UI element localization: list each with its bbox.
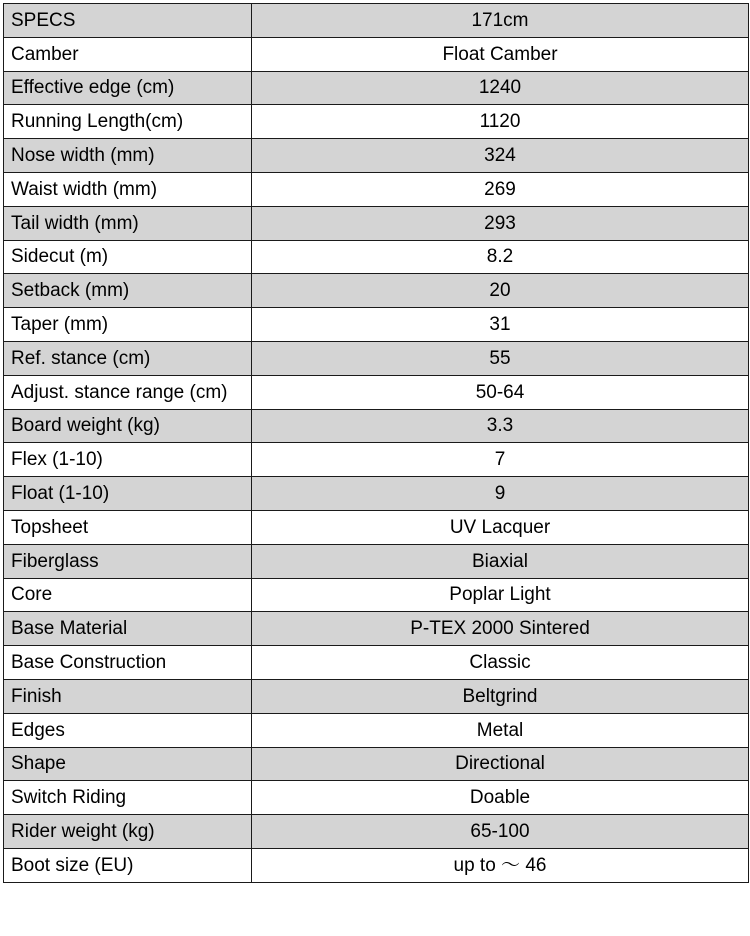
table-row [4, 341, 749, 375]
spec-value-cell: Poplar Light [252, 578, 749, 612]
spec-label-cell: Edges [4, 713, 252, 747]
spec-label-cell: Nose width (mm) [4, 139, 252, 173]
spec-value-cell: 324 [252, 139, 749, 173]
table-row [4, 510, 749, 544]
spec-label-cell: Shape [4, 747, 252, 781]
spec-value-cell: 20 [252, 274, 749, 308]
spec-value-cell: 1120 [252, 105, 749, 139]
spec-label-cell: Boot size (EU) [4, 848, 252, 882]
spec-value-cell: Doable [252, 781, 749, 815]
table-row [4, 4, 749, 38]
spec-label-cell: Base Material [4, 612, 252, 646]
spec-label-cell: Switch Riding [4, 781, 252, 815]
table-row [4, 172, 749, 206]
table-row [4, 443, 749, 477]
spec-label-cell: Base Construction [4, 646, 252, 680]
spec-label-cell: Sidecut (m) [4, 240, 252, 274]
table-row [4, 139, 749, 173]
spec-value-cell: 65-100 [252, 815, 749, 849]
table-row [4, 713, 749, 747]
specs-table-body [4, 4, 749, 883]
specs-table [3, 3, 749, 883]
spec-label-cell: Camber [4, 37, 252, 71]
spec-label-cell: Finish [4, 679, 252, 713]
spec-value-cell: 293 [252, 206, 749, 240]
spec-value-cell: Metal [252, 713, 749, 747]
spec-value-cell: 55 [252, 341, 749, 375]
spec-value-cell: Beltgrind [252, 679, 749, 713]
spec-label-cell: Running Length(cm) [4, 105, 252, 139]
spec-label-cell: Ref. stance (cm) [4, 341, 252, 375]
spec-label-cell: Fiberglass [4, 544, 252, 578]
spec-label-cell: Topsheet [4, 510, 252, 544]
spec-label-cell: SPECS [4, 4, 252, 38]
spec-value-cell: 9 [252, 477, 749, 511]
spec-label-cell: Board weight (kg) [4, 409, 252, 443]
table-row [4, 375, 749, 409]
table-row [4, 781, 749, 815]
table-row [4, 578, 749, 612]
table-row [4, 105, 749, 139]
spec-label-cell: Tail width (mm) [4, 206, 252, 240]
spec-value-cell: 31 [252, 308, 749, 342]
spec-value-cell: Float Camber [252, 37, 749, 71]
spec-label-cell: Taper (mm) [4, 308, 252, 342]
spec-label-cell: Rider weight (kg) [4, 815, 252, 849]
spec-value-cell: 1240 [252, 71, 749, 105]
spec-label-cell: Setback (mm) [4, 274, 252, 308]
spec-label-cell: Effective edge (cm) [4, 71, 252, 105]
table-row [4, 679, 749, 713]
spec-value-cell: 171cm [252, 4, 749, 38]
spec-value-cell: P-TEX 2000 Sintered [252, 612, 749, 646]
table-row [4, 477, 749, 511]
table-row [4, 612, 749, 646]
table-row [4, 240, 749, 274]
table-row [4, 409, 749, 443]
table-row [4, 646, 749, 680]
spec-value-cell: 269 [252, 172, 749, 206]
table-row [4, 274, 749, 308]
table-row [4, 37, 749, 71]
spec-value-cell: Directional [252, 747, 749, 781]
spec-label-cell: Adjust. stance range (cm) [4, 375, 252, 409]
spec-label-cell: Core [4, 578, 252, 612]
spec-value-cell: Biaxial [252, 544, 749, 578]
spec-label-cell: Waist width (mm) [4, 172, 252, 206]
table-row [4, 848, 749, 882]
spec-value-cell: Classic [252, 646, 749, 680]
spec-value-cell: 50-64 [252, 375, 749, 409]
spec-label-cell: Flex (1-10) [4, 443, 252, 477]
spec-value-cell: 7 [252, 443, 749, 477]
spec-value-cell: UV Lacquer [252, 510, 749, 544]
table-row [4, 544, 749, 578]
table-row [4, 747, 749, 781]
spec-label-cell: Float (1-10) [4, 477, 252, 511]
table-row [4, 206, 749, 240]
spec-value-cell: 8.2 [252, 240, 749, 274]
spec-value-cell: up to ～ 46 [252, 848, 749, 882]
table-row [4, 71, 749, 105]
spec-value-cell: 3.3 [252, 409, 749, 443]
table-row [4, 815, 749, 849]
table-row [4, 308, 749, 342]
